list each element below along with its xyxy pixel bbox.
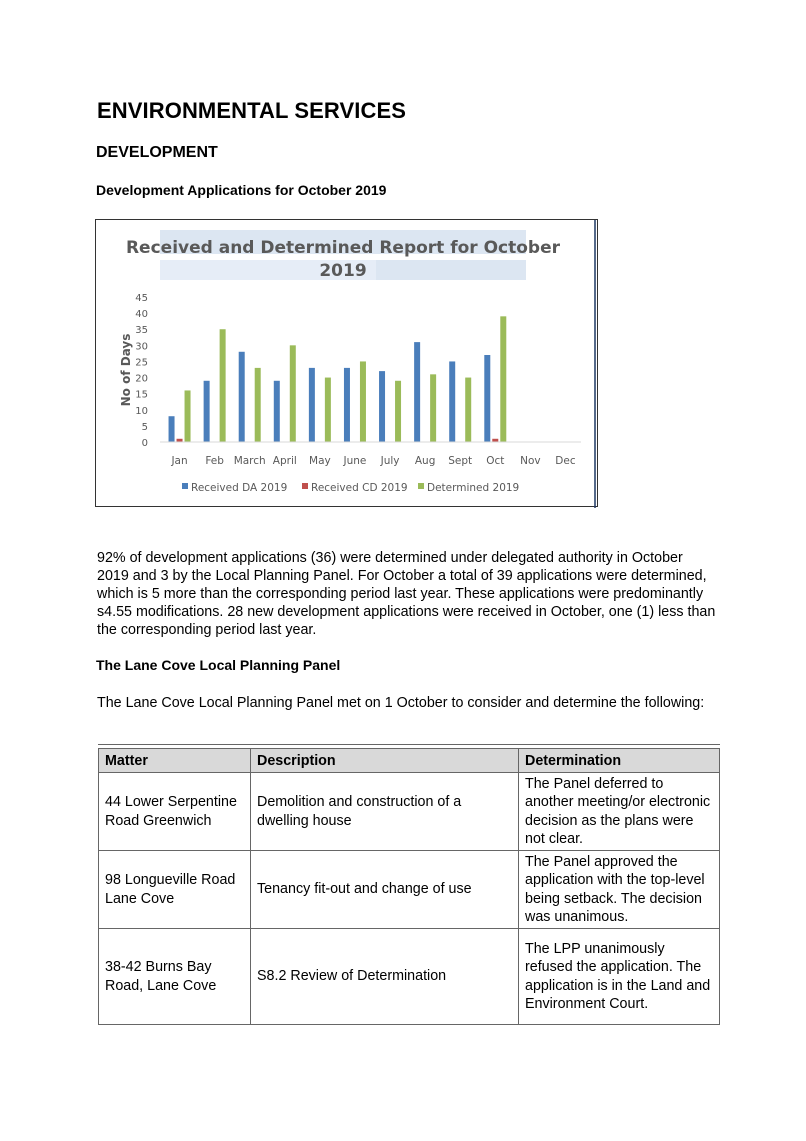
table-row: [99, 851, 720, 929]
chart-y-axis-label: No of Days: [119, 333, 133, 407]
column-header-determination: Determination: [519, 749, 720, 773]
bar-received-da-2019-oct: [484, 355, 490, 442]
column-header-matter: Matter: [99, 749, 251, 773]
page-heading: ENVIRONMENTAL SERVICES: [97, 98, 407, 123]
y-tick-label: 40: [135, 309, 148, 321]
cell-matter: 44 Lower Serpentine Road Greenwich: [99, 773, 251, 851]
bar-chart: [96, 220, 599, 508]
cell-determination: The LPP unanimously refused the application. The application is in the Land and Environment Court.: [519, 929, 720, 1025]
bar-determined-2019-sept: [465, 378, 471, 442]
y-tick-label: 0: [141, 438, 148, 449]
x-tick-label: June: [343, 455, 367, 467]
x-tick-label: April: [272, 455, 297, 467]
chart-container: [95, 219, 598, 507]
y-tick-label: 35: [135, 325, 148, 337]
table-header-row: [99, 749, 720, 773]
cell-determination: The Panel approved the application with the top-level being setback. The decision was unanimous.: [519, 851, 720, 929]
x-tick-label: Oct: [486, 455, 505, 467]
table-row: [99, 929, 720, 1025]
bar-received-da-2019-jan: [169, 416, 175, 442]
subsection-title-planning-panel: The Lane Cove Local Planning Panel: [96, 657, 341, 673]
x-tick-label: Aug: [414, 455, 436, 467]
x-tick-label: Feb: [205, 455, 224, 467]
legend-swatch: [302, 483, 308, 489]
bar-received-da-2019-april: [274, 381, 280, 442]
cell-description: S8.2 Review of Determination: [251, 929, 519, 1025]
section-heading: DEVELOPMENT: [96, 144, 218, 161]
bar-received-da-2019-july: [379, 371, 385, 442]
cell-description: Demolition and construction of a dwelling house: [251, 773, 519, 851]
y-tick-label: 25: [135, 357, 148, 369]
table-row: [99, 773, 720, 851]
cell-matter: 38-42 Burns Bay Road, Lane Cove: [99, 929, 251, 1025]
subsection-title-applications: Development Applications for October 2019: [96, 182, 387, 198]
y-tick-label: 20: [135, 373, 148, 385]
legend-swatch: [418, 483, 424, 489]
y-tick-label: 45: [135, 293, 148, 304]
x-tick-label: July: [380, 455, 400, 467]
bar-determined-2019-oct: [500, 316, 506, 442]
y-tick-label: 10: [135, 405, 148, 417]
bar-determined-2019-may: [325, 378, 331, 442]
chart-title-line-1: Received and Determined Report for October: [125, 238, 561, 258]
panel-decisions-table: [98, 748, 720, 1025]
bar-received-da-2019-march: [239, 352, 245, 442]
legend-label: Received DA 2019: [191, 482, 288, 494]
chart-title-line-2: 2019: [319, 261, 367, 281]
table-top-rule: [98, 744, 720, 745]
bar-received-da-2019-sept: [449, 361, 455, 442]
bar-determined-2019-june: [360, 361, 366, 442]
paragraph-panel-intro: The Lane Cove Local Planning Panel met on 1 October to consider and determine the following:: [97, 695, 705, 711]
x-tick-label: Dec: [555, 455, 576, 467]
bar-determined-2019-aug: [430, 374, 436, 442]
legend-label: Received CD 2019: [311, 482, 408, 494]
bar-determined-2019-april: [290, 345, 296, 442]
x-tick-label: Jan: [171, 455, 188, 467]
bar-determined-2019-feb: [220, 329, 226, 442]
cell-matter: 98 Longueville Road Lane Cove: [99, 851, 251, 929]
legend-swatch: [182, 483, 188, 489]
cell-description: Tenancy fit-out and change of use: [251, 851, 519, 929]
x-tick-label: March: [233, 455, 266, 467]
x-tick-label: Nov: [520, 455, 541, 467]
y-tick-label: 5: [141, 421, 148, 433]
bar-determined-2019-jan: [185, 390, 191, 442]
bar-determined-2019-july: [395, 381, 401, 442]
y-tick-label: 30: [135, 341, 148, 353]
bar-received-da-2019-aug: [414, 342, 420, 442]
bar-received-da-2019-may: [309, 368, 315, 442]
cell-determination: The Panel deferred to another meeting/or electronic decision as the plans were not clear.: [519, 773, 720, 851]
paragraph-applications-summary: 92% of development applications (36) were determined under delegated authority in October 2019 and 3 by the Local Planning Panel. For October a total of 39 applications were determined, which is 5 more than the corresponding period last year. These applications were predominantly s4.55 modifications. 28 new development applications were received in October, one (1) less than the corresponding period last year.: [97, 550, 716, 638]
bar-received-da-2019-june: [344, 368, 350, 442]
column-header-description: Description: [251, 749, 519, 773]
legend-label: Determined 2019: [427, 482, 520, 494]
x-tick-label: Sept: [448, 455, 473, 467]
bar-determined-2019-march: [255, 368, 261, 442]
bar-received-da-2019-feb: [204, 381, 210, 442]
y-tick-label: 15: [135, 389, 148, 401]
x-tick-label: May: [309, 455, 331, 467]
